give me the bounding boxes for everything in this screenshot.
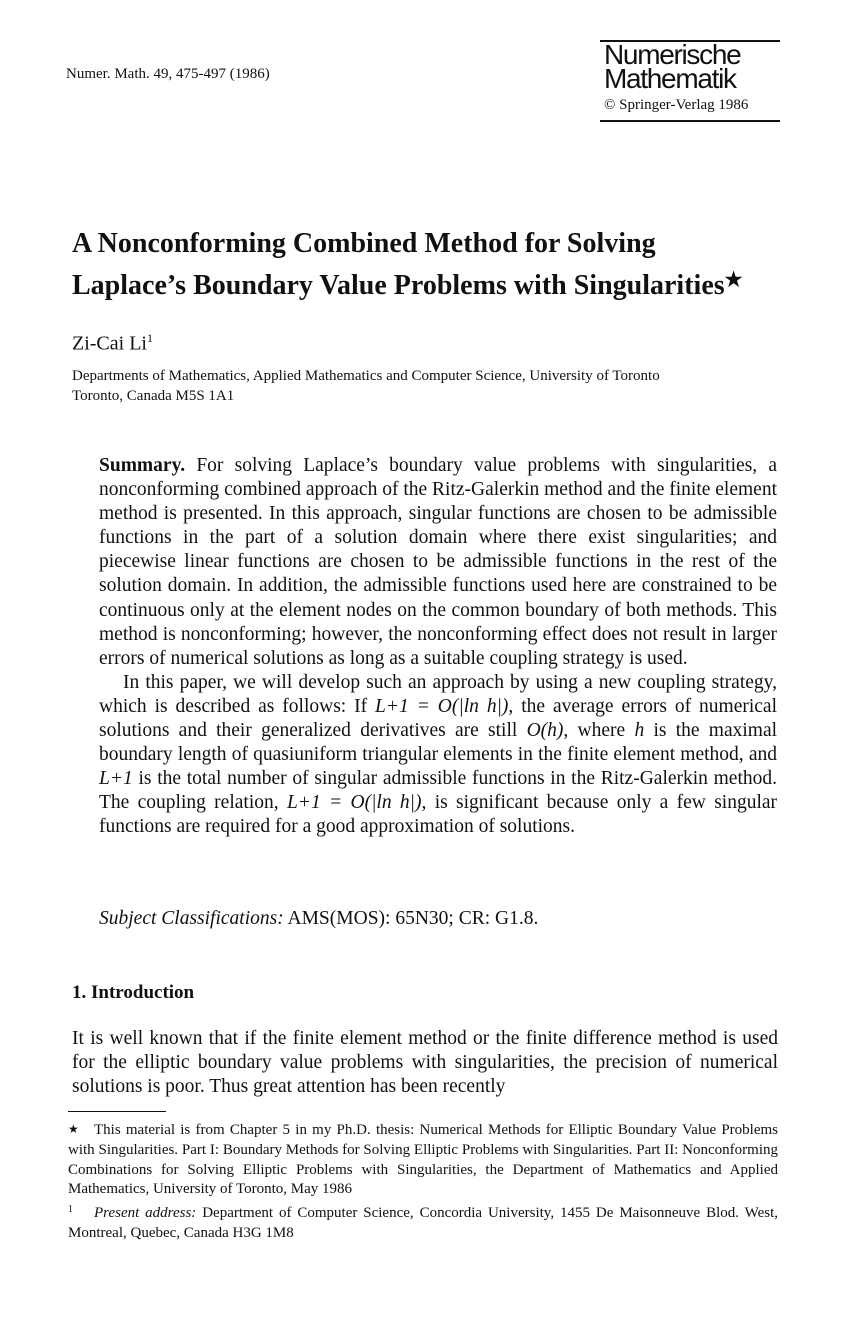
summary-label: Summary.: [99, 455, 186, 476]
affiliation-line2: Toronto, Canada M5S 1A1: [72, 388, 235, 404]
title-line2: Laplace’s Boundary Value Problems with Singularities: [72, 270, 725, 301]
footnote-star-mark: ★: [68, 1122, 79, 1136]
footnote-star: [68, 1121, 778, 1200]
author-name: Zi-Cai Li: [72, 332, 147, 355]
journal-masthead: [600, 40, 780, 122]
summary-text-2d: is the maximal boundary length of quasiuniform triangular elements in the finite element method, and: [99, 720, 778, 766]
subject-value: AMS(MOS): 65N30; CR: G1.8.: [287, 908, 539, 929]
summary-paragraph-2: [99, 671, 777, 840]
subject-classifications: [99, 908, 538, 930]
title-line1: A Nonconforming Combined Method for Solving: [72, 228, 656, 259]
footnote-divider: [68, 1111, 166, 1112]
introduction-text: It is well known that if the finite element method or the finite difference method is used for the elliptic boundary value problems with singularities, the precision of numerical solutions is poor. Thus great attention has been recently: [72, 1028, 778, 1098]
summary-paragraph-1: [99, 454, 777, 671]
publisher-copyright: © Springer-Verlag 1986: [604, 97, 749, 113]
footnote-1: [68, 1200, 778, 1244]
author-footnote-mark: 1: [146, 331, 153, 345]
journal-name-line1: Numerische: [604, 39, 741, 70]
footnote-1-mark: 1: [68, 1204, 73, 1216]
section-heading-introduction: 1. Introduction: [72, 982, 195, 1003]
summary: [99, 454, 777, 840]
journal-citation: Numer. Math. 49, 475-497 (1986): [66, 66, 270, 82]
title-footnote-mark: ★: [724, 269, 743, 291]
formula-coupling-1: L+1 = O(|ln h|): [375, 695, 509, 717]
summary-text-1: For solving Laplace’s boundary value problems with singularities, a nonconforming combined approach of the Ritz-Galerkin method and the finite element method is presented. In this approach, singular functions are chosen to be admissible functions in the part of a solution domain where there exist singularities; and piecewise linear functions are chosen to be admissible functions in the rest of the solution domain. In addition, the admissible functions used here are constrained to be continuous only at the element nodes on the common boundary of both methods. This method is nonconforming; however, the nonconforming effect does not result in larger errors of numerical solutions as long as a suitable coupling strategy is used.: [99, 455, 777, 669]
footnote-1-label: Present address:: [94, 1205, 197, 1222]
footnotes: [68, 1121, 778, 1244]
summary-text-2e: is the total number of singular admissible functions in the Ritz-Galerkin method. The coupling relation,: [99, 768, 778, 814]
author: [72, 331, 153, 356]
variable-h: h: [634, 720, 645, 742]
subject-label: Subject Classifications:: [99, 908, 284, 929]
summary-text-2c: , where: [563, 720, 626, 742]
summary-text-2f: , is significant because only a few singular functions are required for a good approximation of solutions.: [99, 792, 778, 838]
footnote-star-text: This material is from Chapter 5 in my Ph.D. thesis: Numerical Methods for Elliptic Boundary Value Problems with Singularities. Part I: Boundary Methods for Solving Elliptic Problems with Singularities. Part II: Nonconforming Combinations for Solving Elliptic Problems with Singularities, the Department of Mathematics and Applied Mathematics, University of Toronto, May 1986: [68, 1122, 778, 1198]
author-affiliation: [72, 366, 792, 406]
journal-name-line2: Mathematik: [604, 63, 736, 94]
summary-text-2a: In this paper, we will develop such an approach by using a new coupling strategy, which is described as follows: If: [99, 671, 777, 717]
formula-order-h: O(h): [526, 720, 564, 742]
affiliation-line1: Departments of Mathematics, Applied Mathematics and Computer Science, University of Toronto: [72, 368, 660, 384]
paper-title: [72, 226, 792, 304]
footnote-1-text: Department of Computer Science, Concordia University, 1455 De Maisonneuve Blod. West, Montreal, Quebec, Canada H3G 1M8: [68, 1205, 779, 1241]
summary-text-2b: , the average errors of numerical solutions and their generalized derivatives are still: [99, 695, 778, 742]
formula-l-plus-1: L+1: [99, 768, 133, 790]
formula-coupling-2: L+1 = O(|ln h|): [286, 792, 422, 814]
